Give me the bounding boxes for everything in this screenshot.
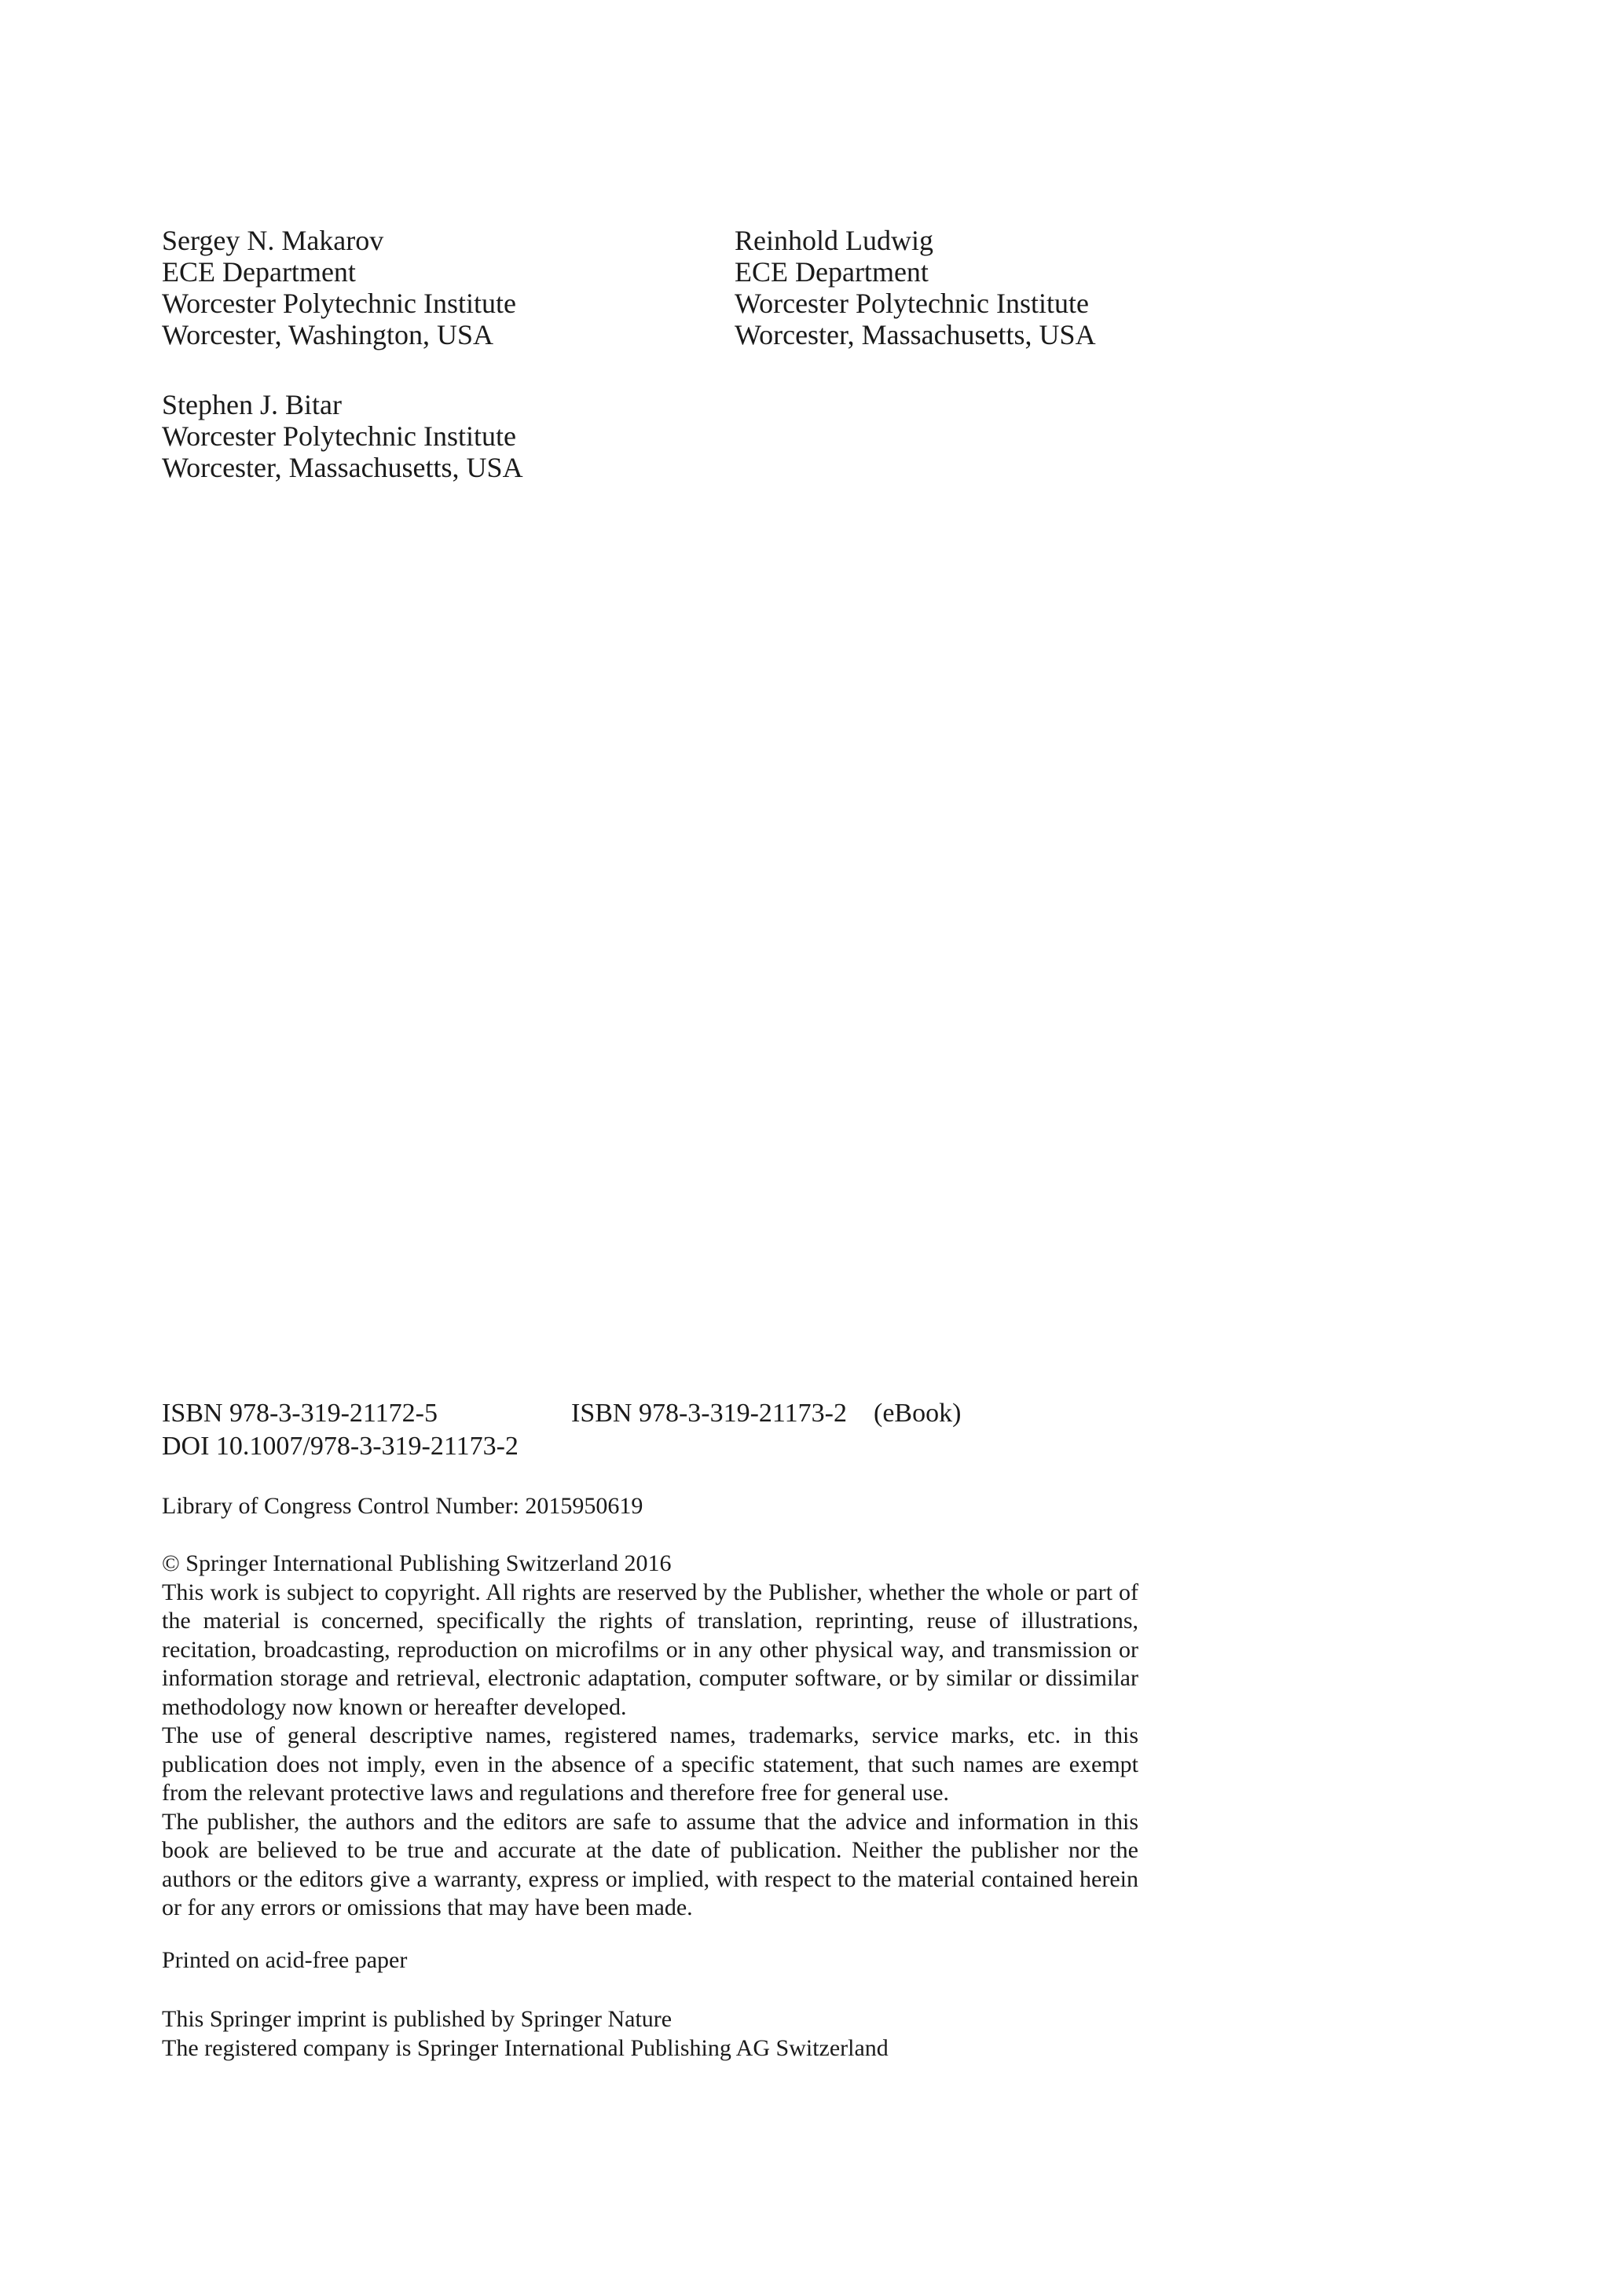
library-of-congress-number: Library of Congress Control Number: 2015950619 bbox=[162, 1493, 643, 1519]
author-department: ECE Department bbox=[162, 256, 356, 288]
isbn-ebook: ISBN 978-3-319-21173-2 bbox=[571, 1399, 847, 1428]
author-name: Reinhold Ludwig bbox=[735, 225, 933, 256]
imprint-line: This Springer imprint is published by Springer Nature bbox=[162, 2006, 673, 2032]
copyright-legal-text bbox=[162, 1550, 1138, 1923]
author-block-makarov bbox=[162, 225, 516, 350]
author-name: Sergey N. Makarov bbox=[162, 225, 384, 256]
isbn-print: ISBN 978-3-319-21172-5 bbox=[162, 1399, 438, 1428]
author-institution: Worcester Polytechnic Institute bbox=[735, 288, 1089, 319]
copyright-notice: © Springer International Publishing Switzerland 2016 bbox=[162, 1550, 672, 1576]
copyright-paragraph-trademarks: The use of general descriptive names, registered names, trademarks, service marks, etc. in this publication does not imply, even in the absence of a specific statement, that such names are exempt from the relevant protective laws and regulations and therefore free for general use. bbox=[162, 1722, 1138, 1806]
author-block-bitar bbox=[162, 389, 523, 483]
author-location: Worcester, Massachusetts, USA bbox=[162, 452, 523, 483]
isbn-row bbox=[162, 1398, 961, 1429]
doi: DOI 10.1007/978-3-319-21173-2 bbox=[162, 1432, 519, 1461]
imprint-block bbox=[162, 2005, 889, 2063]
registered-company-line: The registered company is Springer International Publishing AG Switzerland bbox=[162, 2034, 889, 2061]
printed-note: Printed on acid-free paper bbox=[162, 1947, 408, 1973]
author-location: Worcester, Massachusetts, USA bbox=[735, 319, 1096, 350]
author-department: ECE Department bbox=[735, 256, 929, 288]
author-name: Stephen J. Bitar bbox=[162, 389, 342, 420]
isbn-ebook-label: (eBook) bbox=[874, 1399, 962, 1428]
author-institution: Worcester Polytechnic Institute bbox=[162, 288, 516, 319]
author-location: Worcester, Washington, USA bbox=[162, 319, 494, 350]
copyright-paragraph-rights: This work is subject to copyright. All rights are reserved by the Publisher, whether the whole or part of the material is concerned, specifically the rights of translation, reprinting, reuse of illustrations, recitation, broadcasting, reproduction on microfilms or in any other physical way, and transmission or information storage and retrieval, electronic adaptation, computer software, or by similar or dissimilar methodology now known or hereafter developed. bbox=[162, 1579, 1138, 1720]
author-institution: Worcester Polytechnic Institute bbox=[162, 420, 516, 452]
copyright-paragraph-disclaimer: The publisher, the authors and the editors are safe to assume that the advice and information in this book are believed to be true and accurate at the date of publication. Neither the publisher nor the authors or the editors give a warranty, express or implied, with respect to the material contained herein or for any errors or omissions that may have been made. bbox=[162, 1808, 1138, 1920]
author-block-ludwig bbox=[735, 225, 1096, 350]
